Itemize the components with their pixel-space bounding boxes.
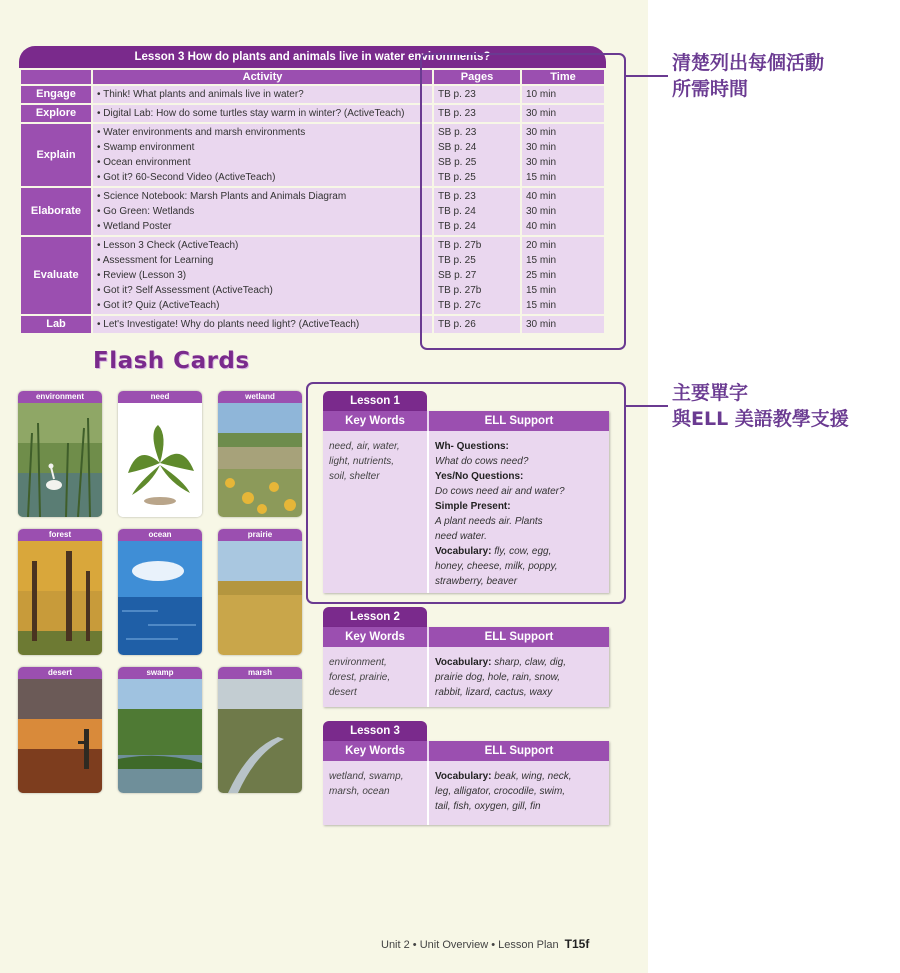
card-label: need (118, 391, 202, 403)
pages-line: SB p. 27 (438, 270, 477, 281)
desert-image (18, 679, 102, 793)
pages-line: TB p. 23 (438, 89, 476, 100)
flash-card-prairie (218, 529, 302, 655)
page-number: T15f (564, 937, 590, 951)
stage-label: Explore (21, 105, 91, 122)
key-word-line: light, nutrients, (329, 456, 395, 467)
lesson-3-ell-support (435, 769, 572, 814)
activity-line: • Go Green: Wetlands (97, 206, 195, 217)
annotation-activity-time (672, 50, 824, 102)
time-line: 20 min (526, 240, 557, 251)
key-word-line: forest, prairie, (329, 672, 391, 683)
pages-line: TB p. 23 (438, 108, 476, 119)
time-line: 15 min (526, 255, 557, 266)
prairie-image (218, 541, 302, 655)
activity-cell (93, 124, 432, 186)
flash-card-ocean (118, 529, 202, 655)
ell-line: prairie dog, hole, rain, snow, (435, 672, 561, 683)
flash-card-environment (18, 391, 102, 517)
time-line: 15 min (526, 300, 557, 311)
activity-line: • Digital Lab: How do some turtles stay warm in winter? (ActiveTeach) (97, 108, 405, 119)
time-line: 30 min (526, 157, 557, 168)
activity-line: • Got it? Quiz (ActiveTeach) (97, 300, 220, 311)
annotation-line: 與ELL 美語教學支援 (672, 408, 849, 430)
key-words-header: Key Words (323, 741, 427, 761)
activity-line: • Water environments and marsh environments (97, 127, 306, 138)
time-column-highlight (420, 53, 626, 350)
pages-line: TB p. 26 (438, 319, 476, 330)
pages-line: SB p. 25 (438, 157, 477, 168)
marsh-image (218, 679, 302, 793)
ell-line: need water. (435, 531, 487, 542)
lesson-1-highlight (306, 382, 626, 604)
card-label: desert (18, 667, 102, 679)
annotation-connector (626, 75, 668, 77)
activity-line: • Wetland Poster (97, 221, 172, 232)
activity-line: • Ocean environment (97, 157, 191, 168)
lesson-3-tab: Lesson 3 (323, 721, 427, 741)
pages-line: TB p. 27b (438, 285, 482, 296)
activity-line: • Got it? Self Assessment (ActiveTeach) (97, 285, 273, 296)
ell-line: honey, cheese, milk, poppy, (435, 561, 558, 572)
swamp-image (118, 679, 202, 793)
flash-card-marsh (218, 667, 302, 793)
flash-card-forest (18, 529, 102, 655)
activity-cell (93, 237, 432, 314)
time-line: 15 min (526, 285, 557, 296)
lesson-2-ell-support (435, 655, 566, 700)
column-divider (427, 761, 429, 825)
flash-card-swamp (118, 667, 202, 793)
ell-support-header: ELL Support (429, 741, 609, 761)
annotation-line: 清楚列出每個活動 (672, 52, 825, 74)
time-line: 10 min (526, 89, 557, 100)
ell-line: Do cows need air and water? (435, 486, 565, 497)
activity-line: • Think! What plants and animals live in water? (97, 89, 304, 100)
card-label: wetland (218, 391, 302, 403)
pages-line: TB p. 25 (438, 172, 476, 183)
key-words-header: Key Words (323, 411, 427, 431)
time-line: 30 min (526, 142, 557, 153)
ell-line: Yes/No Questions: (435, 471, 524, 482)
key-word-line: wetland, swamp, (329, 771, 404, 782)
ell-line: Vocabulary: fly, cow, egg, (435, 546, 552, 557)
pages-line: TB p. 25 (438, 255, 476, 266)
time-line: 30 min (526, 206, 557, 217)
page-footer (381, 937, 589, 951)
card-label: ocean (118, 529, 202, 541)
activity-cell (93, 105, 432, 122)
ell-line: Vocabulary: sharp, claw, dig, (435, 657, 566, 668)
wilted-plant-image (118, 403, 202, 517)
ell-line: Wh- Questions: (435, 441, 509, 452)
pages-line: SB p. 23 (438, 127, 477, 138)
lesson-2-box (323, 627, 609, 707)
ocean-image (118, 541, 202, 655)
pages-line: TB p. 23 (438, 191, 476, 202)
card-label: swamp (118, 667, 202, 679)
activity-cell (93, 86, 432, 103)
stage-label: Evaluate (21, 237, 91, 314)
activity-line: • Got it? 60-Second Video (ActiveTeach) (97, 172, 276, 183)
lesson-plan-title: Lesson 3 How do plants and animals live in water environments? (19, 46, 606, 68)
key-words-header: Key Words (323, 627, 427, 647)
stage-label: Elaborate (21, 188, 91, 235)
annotation-line: 所需時間 (672, 78, 749, 100)
lesson-3-key-words (329, 769, 403, 799)
ell-line: A plant needs air. Plants (435, 516, 543, 527)
ell-line: tail, fish, oxygen, gill, fin (435, 801, 541, 812)
annotation-connector (626, 405, 668, 407)
lesson-1-tab: Lesson 1 (323, 391, 427, 411)
time-line: 30 min (526, 319, 557, 330)
ell-line: Vocabulary: beak, wing, neck, (435, 771, 572, 782)
pages-line: TB p. 24 (438, 221, 476, 232)
lesson-3-box (323, 741, 609, 825)
stage-label: Explain (21, 124, 91, 186)
ell-support-header: ELL Support (429, 627, 609, 647)
annotation-line: 主要單字 (672, 382, 749, 404)
key-word-line: desert (329, 687, 357, 698)
pages-line: SB p. 24 (438, 142, 477, 153)
time-line: 30 min (526, 108, 557, 119)
stage-label: Lab (21, 316, 91, 333)
card-label: forest (18, 529, 102, 541)
activity-line: • Science Notebook: Marsh Plants and Animals Diagram (97, 191, 347, 202)
activity-cell (93, 316, 432, 333)
time-line: 40 min (526, 191, 557, 202)
ell-line: What do cows need? (435, 456, 529, 467)
time-line: 30 min (526, 127, 557, 138)
key-word-line: need, air, water, (329, 441, 400, 452)
ell-line: rabbit, lizard, cactus, waxy (435, 687, 553, 698)
time-line: 15 min (526, 172, 557, 183)
annotation-key-words-ell (672, 380, 849, 432)
key-word-line: marsh, ocean (329, 786, 390, 797)
activity-line: • Lesson 3 Check (ActiveTeach) (97, 240, 239, 251)
activity-cell (93, 188, 432, 235)
pages-line: TB p. 24 (438, 206, 476, 217)
ell-line: Simple Present: (435, 501, 511, 512)
wetland-image (218, 403, 302, 517)
egret-wetland-image (18, 403, 102, 517)
flash-card-desert (18, 667, 102, 793)
card-label: marsh (218, 667, 302, 679)
flash-card-wetland (218, 391, 302, 517)
activity-line: • Let's Investigate! Why do plants need light? (ActiveTeach) (97, 319, 360, 330)
time-line: 40 min (526, 221, 557, 232)
footer-text: Unit 2 • Unit Overview • Lesson Plan (381, 939, 559, 951)
pages-line: TB p. 27c (438, 300, 481, 311)
header-pages: Pages (434, 70, 520, 84)
header-activity: Activity (93, 70, 432, 84)
column-divider (427, 647, 429, 707)
header-blank (21, 70, 91, 84)
pages-line: TB p. 27b (438, 240, 482, 251)
lesson-2-key-words (329, 655, 390, 700)
activity-line: • Review (Lesson 3) (97, 270, 187, 281)
key-word-line: environment, (329, 657, 387, 668)
flash-card-need (118, 391, 202, 517)
key-word-line: soil, shelter (329, 471, 380, 482)
time-line: 25 min (526, 270, 557, 281)
ell-line: leg, alligator, crocodile, swim, (435, 786, 566, 797)
forest-image (18, 541, 102, 655)
card-label: prairie (218, 529, 302, 541)
flash-cards-title: Flash Cards (93, 348, 250, 374)
ell-line: strawberry, beaver (435, 576, 518, 587)
lesson-2-tab: Lesson 2 (323, 607, 427, 627)
header-time: Time (522, 70, 604, 84)
activity-line: • Assessment for Learning (97, 255, 214, 266)
stage-label: Engage (21, 86, 91, 103)
activity-line: • Swamp environment (97, 142, 195, 153)
card-label: environment (18, 391, 102, 403)
ell-support-header: ELL Support (429, 411, 609, 431)
